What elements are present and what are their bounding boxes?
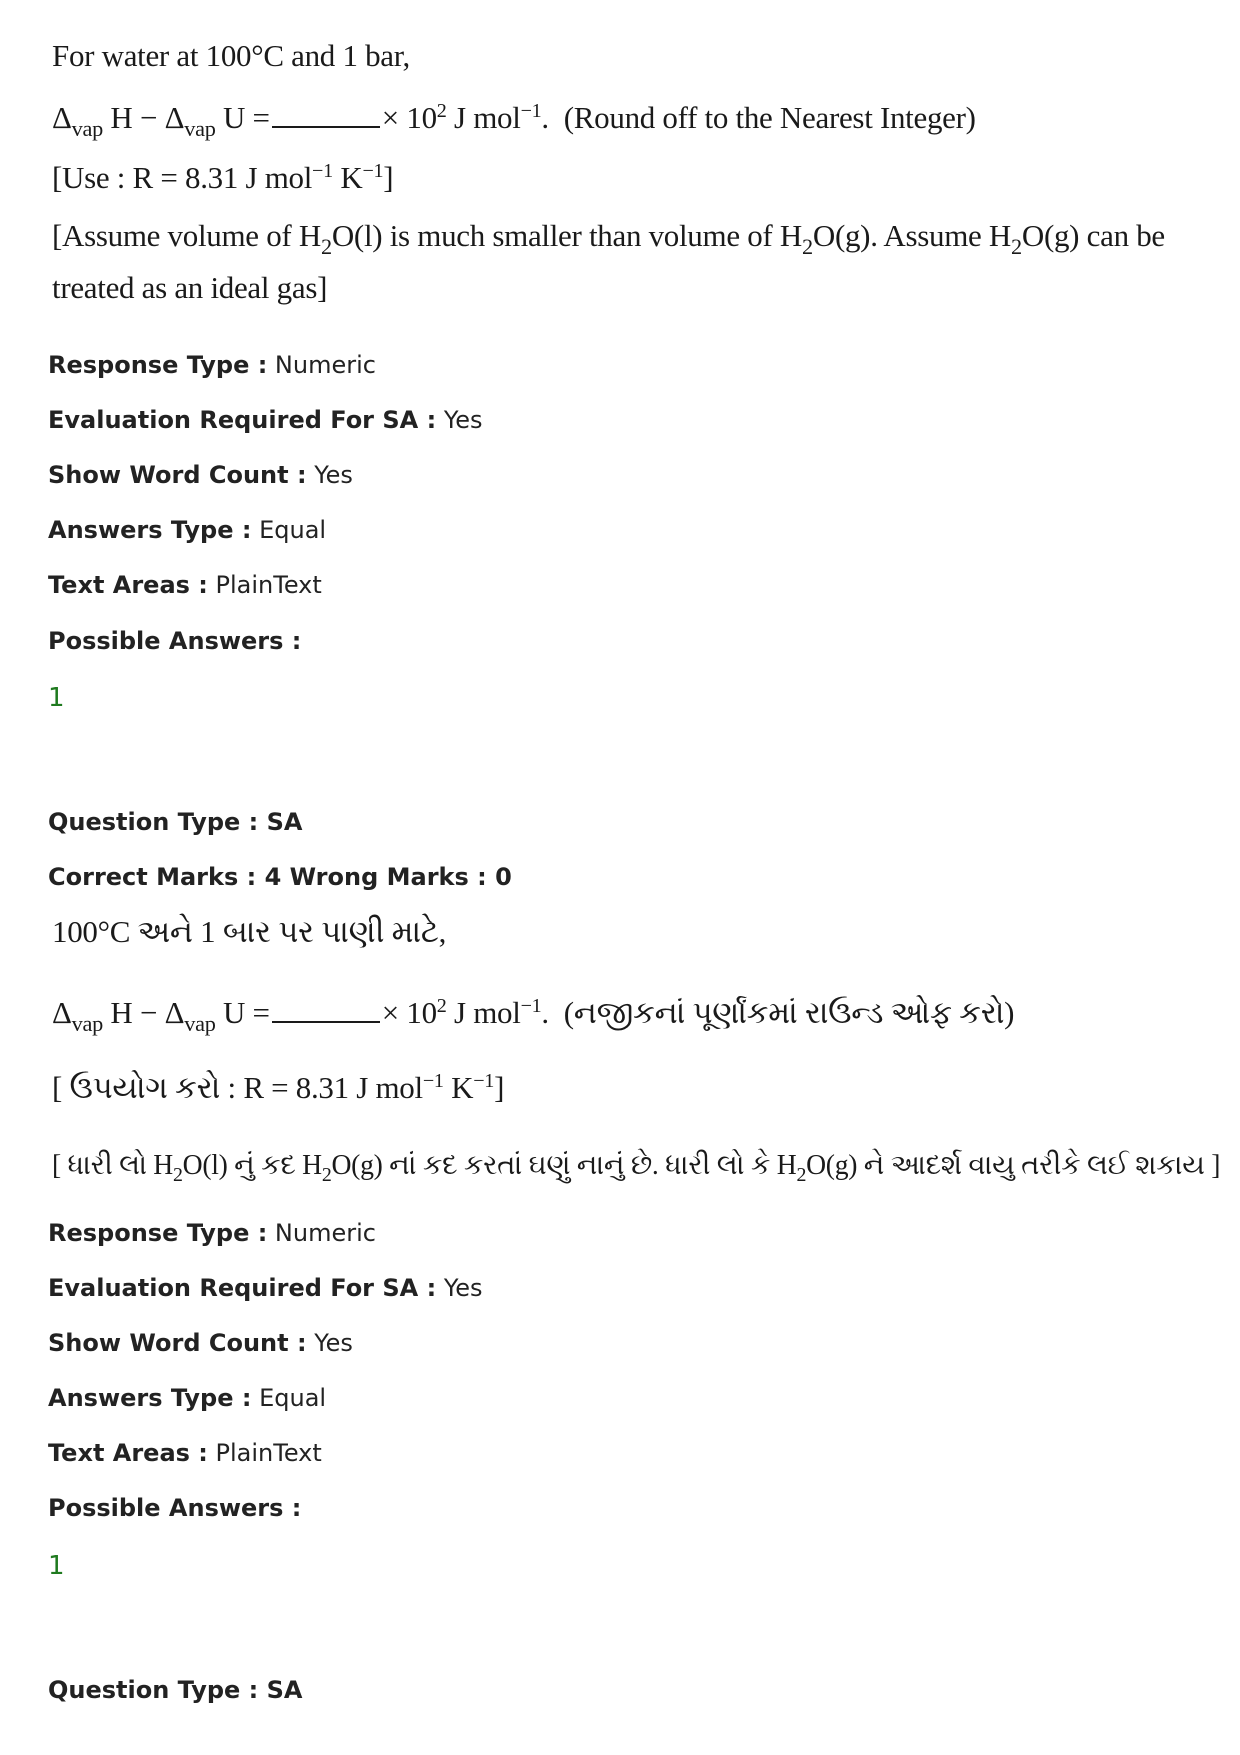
evaluation-label: Evaluation Required For SA :	[48, 1274, 437, 1302]
evaluation-row	[48, 406, 483, 434]
question-type-heading: Question Type : SA	[48, 1676, 303, 1704]
period: .	[541, 995, 549, 1031]
possible-answer-value: 1	[48, 683, 65, 713]
subscript-2: 2	[802, 233, 813, 259]
marks-heading: Correct Marks : 4 Wrong Marks : 0	[48, 863, 512, 891]
exponent: 2	[436, 100, 447, 122]
possible-answers-row	[48, 1494, 301, 1522]
delta-symbol: Δ	[52, 995, 72, 1031]
assume-text-line2: treated as an ideal gas]	[52, 270, 328, 305]
internal-energy-term: U =	[215, 995, 270, 1031]
possible-answers-row	[48, 627, 301, 655]
bracket-close: ]	[383, 160, 394, 196]
response-type-row	[48, 351, 376, 379]
assume-text-b: O(l) is much smaller than volume of H	[331, 218, 802, 253]
answers-type-value: Equal	[251, 1384, 327, 1412]
possible-answer-value: 1	[48, 1551, 65, 1581]
assume-text-a: [Assume volume of H	[52, 218, 321, 253]
word-count-value: Yes	[306, 1329, 353, 1357]
possible-answers-label: Possible Answers :	[48, 627, 302, 655]
enthalpy-term: H −	[102, 100, 165, 136]
word-count-value: Yes	[306, 461, 353, 489]
answers-type-label: Answers Type :	[48, 516, 252, 544]
multiplier-text: × 10	[381, 100, 437, 136]
answers-type-row	[48, 1384, 326, 1412]
use-constant-text: [Use : R = 8.31 J mol	[52, 160, 313, 196]
question-use-line	[52, 160, 393, 196]
text-areas-row	[48, 571, 322, 599]
assume-text-d-gu: O(g) ને આદર્શ વાયુ તરીકે લઈ શકાય ]	[806, 1150, 1221, 1181]
bracket-close: ]	[494, 1070, 505, 1106]
question-equation-gu	[52, 995, 1014, 1037]
subscript-2: 2	[321, 1164, 332, 1187]
enthalpy-term: H −	[102, 995, 165, 1031]
subscript-2: 2	[1011, 233, 1022, 259]
subscript-2: 2	[796, 1164, 807, 1187]
assume-text-c-gu: O(g) નાં કદ કરતાં ઘણું નાનું છે. ધારી લો કે H	[331, 1150, 797, 1181]
question-line-intro-gu	[52, 914, 446, 951]
evaluation-row	[48, 1274, 483, 1302]
vap-subscript: vap	[71, 115, 103, 141]
word-count-label: Show Word Count :	[48, 1329, 307, 1357]
multiplier-text: × 10	[381, 995, 437, 1031]
answers-type-row	[48, 516, 326, 544]
possible-answers-label: Possible Answers :	[48, 1494, 302, 1522]
response-type-label: Response Type :	[48, 1219, 268, 1247]
unit-exponent: −1	[473, 1070, 495, 1092]
subscript-2: 2	[172, 1164, 183, 1187]
question-use-line-gu	[52, 1070, 504, 1107]
use-constant-text-gu: [ ઉપયોગ કરો : R = 8.31 J mol	[52, 1070, 423, 1106]
question-equation	[52, 100, 976, 142]
question-intro-text: For water at 100°C and 1 bar,	[52, 38, 411, 73]
question-assume-line-gu	[52, 1150, 1220, 1187]
answer-blank	[272, 1001, 380, 1023]
assume-text-d: O(g) can be	[1021, 218, 1165, 253]
unit-exponent: −1	[520, 100, 542, 122]
unit-exponent: −1	[362, 160, 384, 182]
response-type-label: Response Type :	[48, 351, 268, 379]
evaluation-value: Yes	[436, 406, 483, 434]
text-areas-label: Text Areas :	[48, 1439, 208, 1467]
question-type-heading: Question Type : SA	[48, 808, 303, 836]
text-areas-value: PlainText	[207, 1439, 322, 1467]
response-type-value: Numeric	[267, 1219, 376, 1247]
word-count-row	[48, 1329, 353, 1357]
delta-symbol: Δ	[164, 995, 185, 1031]
question-line-intro	[52, 38, 410, 74]
delta-symbol: Δ	[164, 100, 185, 136]
response-type-row	[48, 1219, 376, 1247]
vap-subscript: vap	[184, 115, 216, 141]
text-areas-row	[48, 1439, 322, 1467]
question-intro-text-gu: 100°C અને 1 બાર પર પાણી માટે,	[52, 914, 447, 949]
response-type-value: Numeric	[267, 351, 376, 379]
kelvin-text: K	[332, 160, 363, 196]
subscript-2: 2	[320, 233, 332, 259]
unit-text: J mol	[446, 995, 521, 1031]
unit-exponent: −1	[520, 995, 542, 1017]
unit-text: J mol	[446, 100, 521, 136]
assume-text-c: O(g). Assume H	[812, 218, 1012, 253]
question-assume-line	[52, 218, 1165, 260]
unit-exponent: −1	[312, 160, 333, 182]
rounding-instruction-gu: (નજીકનાં પૂર્ણાંકમાં રાઉન્ડ ઓફ કરો)	[563, 995, 1015, 1031]
text-areas-label: Text Areas :	[48, 571, 208, 599]
kelvin-text: K	[443, 1070, 474, 1106]
evaluation-label: Evaluation Required For SA :	[48, 406, 437, 434]
answer-blank	[272, 106, 380, 128]
word-count-row	[48, 461, 353, 489]
assume-text-b-gu: O(l) નું કદ H	[182, 1150, 322, 1181]
rounding-instruction: (Round off to the Nearest Integer)	[563, 100, 976, 136]
assume-text-a-gu: [ ધારી લો H	[52, 1150, 173, 1181]
text-areas-value: PlainText	[207, 571, 322, 599]
period: .	[541, 100, 549, 136]
vap-subscript: vap	[71, 1010, 103, 1036]
exponent: 2	[436, 995, 447, 1017]
vap-subscript: vap	[184, 1010, 216, 1036]
internal-energy-term: U =	[215, 100, 270, 136]
delta-symbol: Δ	[52, 100, 72, 136]
word-count-label: Show Word Count :	[48, 461, 307, 489]
answers-type-value: Equal	[251, 516, 327, 544]
answers-type-label: Answers Type :	[48, 1384, 252, 1412]
evaluation-value: Yes	[436, 1274, 483, 1302]
question-assume-line-2	[52, 270, 327, 306]
unit-exponent: −1	[422, 1070, 444, 1092]
